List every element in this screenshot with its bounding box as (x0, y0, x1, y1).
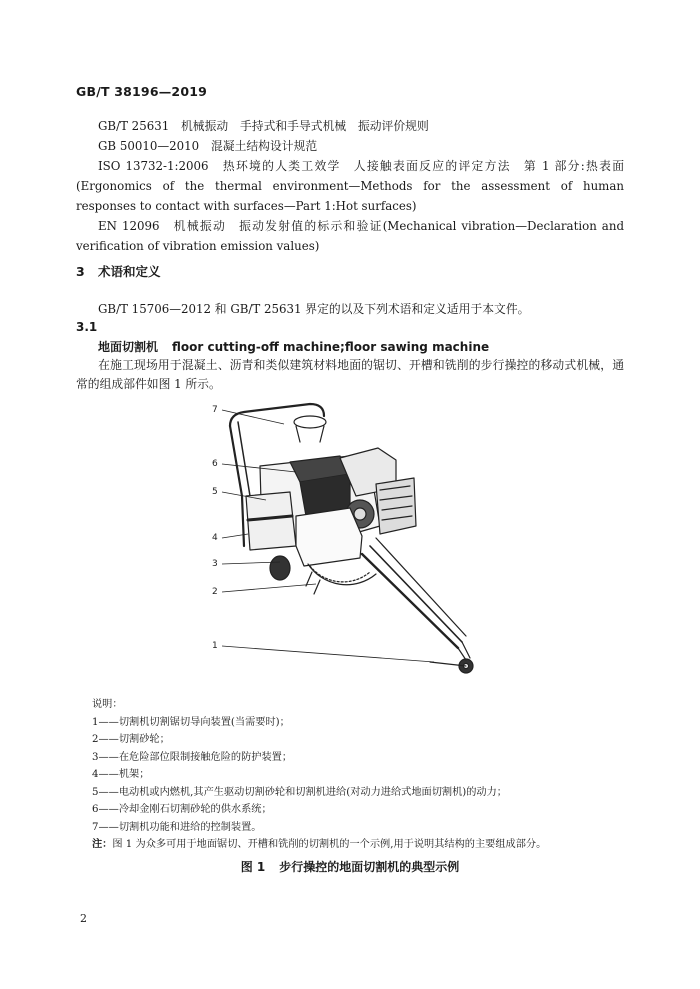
callout-label: 5 (212, 487, 218, 497)
note-text: 图 1 为众多可用于地面锯切、开槽和铣削的切割机的一个示例,用于说明其结构的主要组成部分。 (112, 839, 547, 850)
legend-item: 1——切割机切割锯切导向装置(当需要时)； (92, 716, 290, 728)
term-definition: 在施工现场用于混凝土、沥青和类似建筑材料地面的锯切、开槽和铣削的步行操控的移动式机械，通常的组成部件如图 1 所示。 (76, 358, 624, 391)
reference-item: GB 50010—2010 混凝土结构设计规范 (98, 139, 318, 153)
legend-item: 5——电动机或内燃机,其产生驱动切割砂轮和切割机进给(对动力进给式地面切割机)的动力； (92, 786, 507, 798)
callout-label: 2 (212, 587, 218, 597)
reference-item: ISO 13732-1:2006 热环境的人类工效学 人接触表面反应的评定方法 第 1 部分:热表面(Ergonomics of the thermal environment—Methods for the assessment of human responses to contact with surfaces—Part 1:Hot surfaces) (76, 159, 624, 213)
callout-label: 1 (212, 641, 218, 651)
callout-label: 3 (212, 559, 218, 569)
figure-caption (0, 858, 700, 875)
note-label: 注： (92, 839, 113, 850)
reference-item: GB/T 25631 机械振动 手持式和手导式机械 振动评价规则 (98, 119, 429, 133)
normative-references (76, 116, 624, 256)
legend-item: 4——机架； (92, 769, 150, 780)
standard-id-header: GB/T 38196—2019 (76, 84, 208, 99)
term-number: 3.1 (76, 320, 98, 334)
section-number: 3 (76, 264, 85, 279)
callout-label: 4 (212, 533, 218, 543)
floor-saw-illustration (200, 396, 500, 686)
figure-legend (92, 696, 632, 854)
caption-title: 步行操控的地面切割机的典型示例 (279, 860, 460, 874)
legend-item: 2——切割砂轮； (92, 734, 170, 745)
section-intro: GB/T 15706—2012 和 GB/T 25631 界定的以及下列术语和定义适用于本文件。 (98, 302, 530, 316)
figure-note (92, 836, 632, 854)
callout-label: 6 (212, 459, 218, 469)
term-zh: 地面切割机 (98, 340, 159, 354)
reference-item: EN 12096 机械振动 振动发射值的标示和验证(Mechanical vibration—Declaration and verification of vibration emission values) (76, 219, 624, 253)
page-number: 2 (80, 912, 87, 925)
section-title: 术语和定义 (98, 264, 161, 279)
legend-title: 说明： (92, 699, 123, 710)
term-en: floor cutting-off machine;floor sawing machine (172, 340, 490, 354)
legend-item: 6——冷却金刚石切割砂轮的供水系统； (92, 804, 272, 815)
term-heading (98, 338, 489, 355)
legend-item: 3——在危险部位限制接触危险的防护装置； (92, 751, 293, 763)
legend-item: 7——切割机功能和进给的控制装置。 (92, 821, 262, 833)
callout-label: 7 (212, 405, 218, 415)
caption-number: 图 1 (240, 860, 266, 874)
section-heading (76, 262, 161, 280)
